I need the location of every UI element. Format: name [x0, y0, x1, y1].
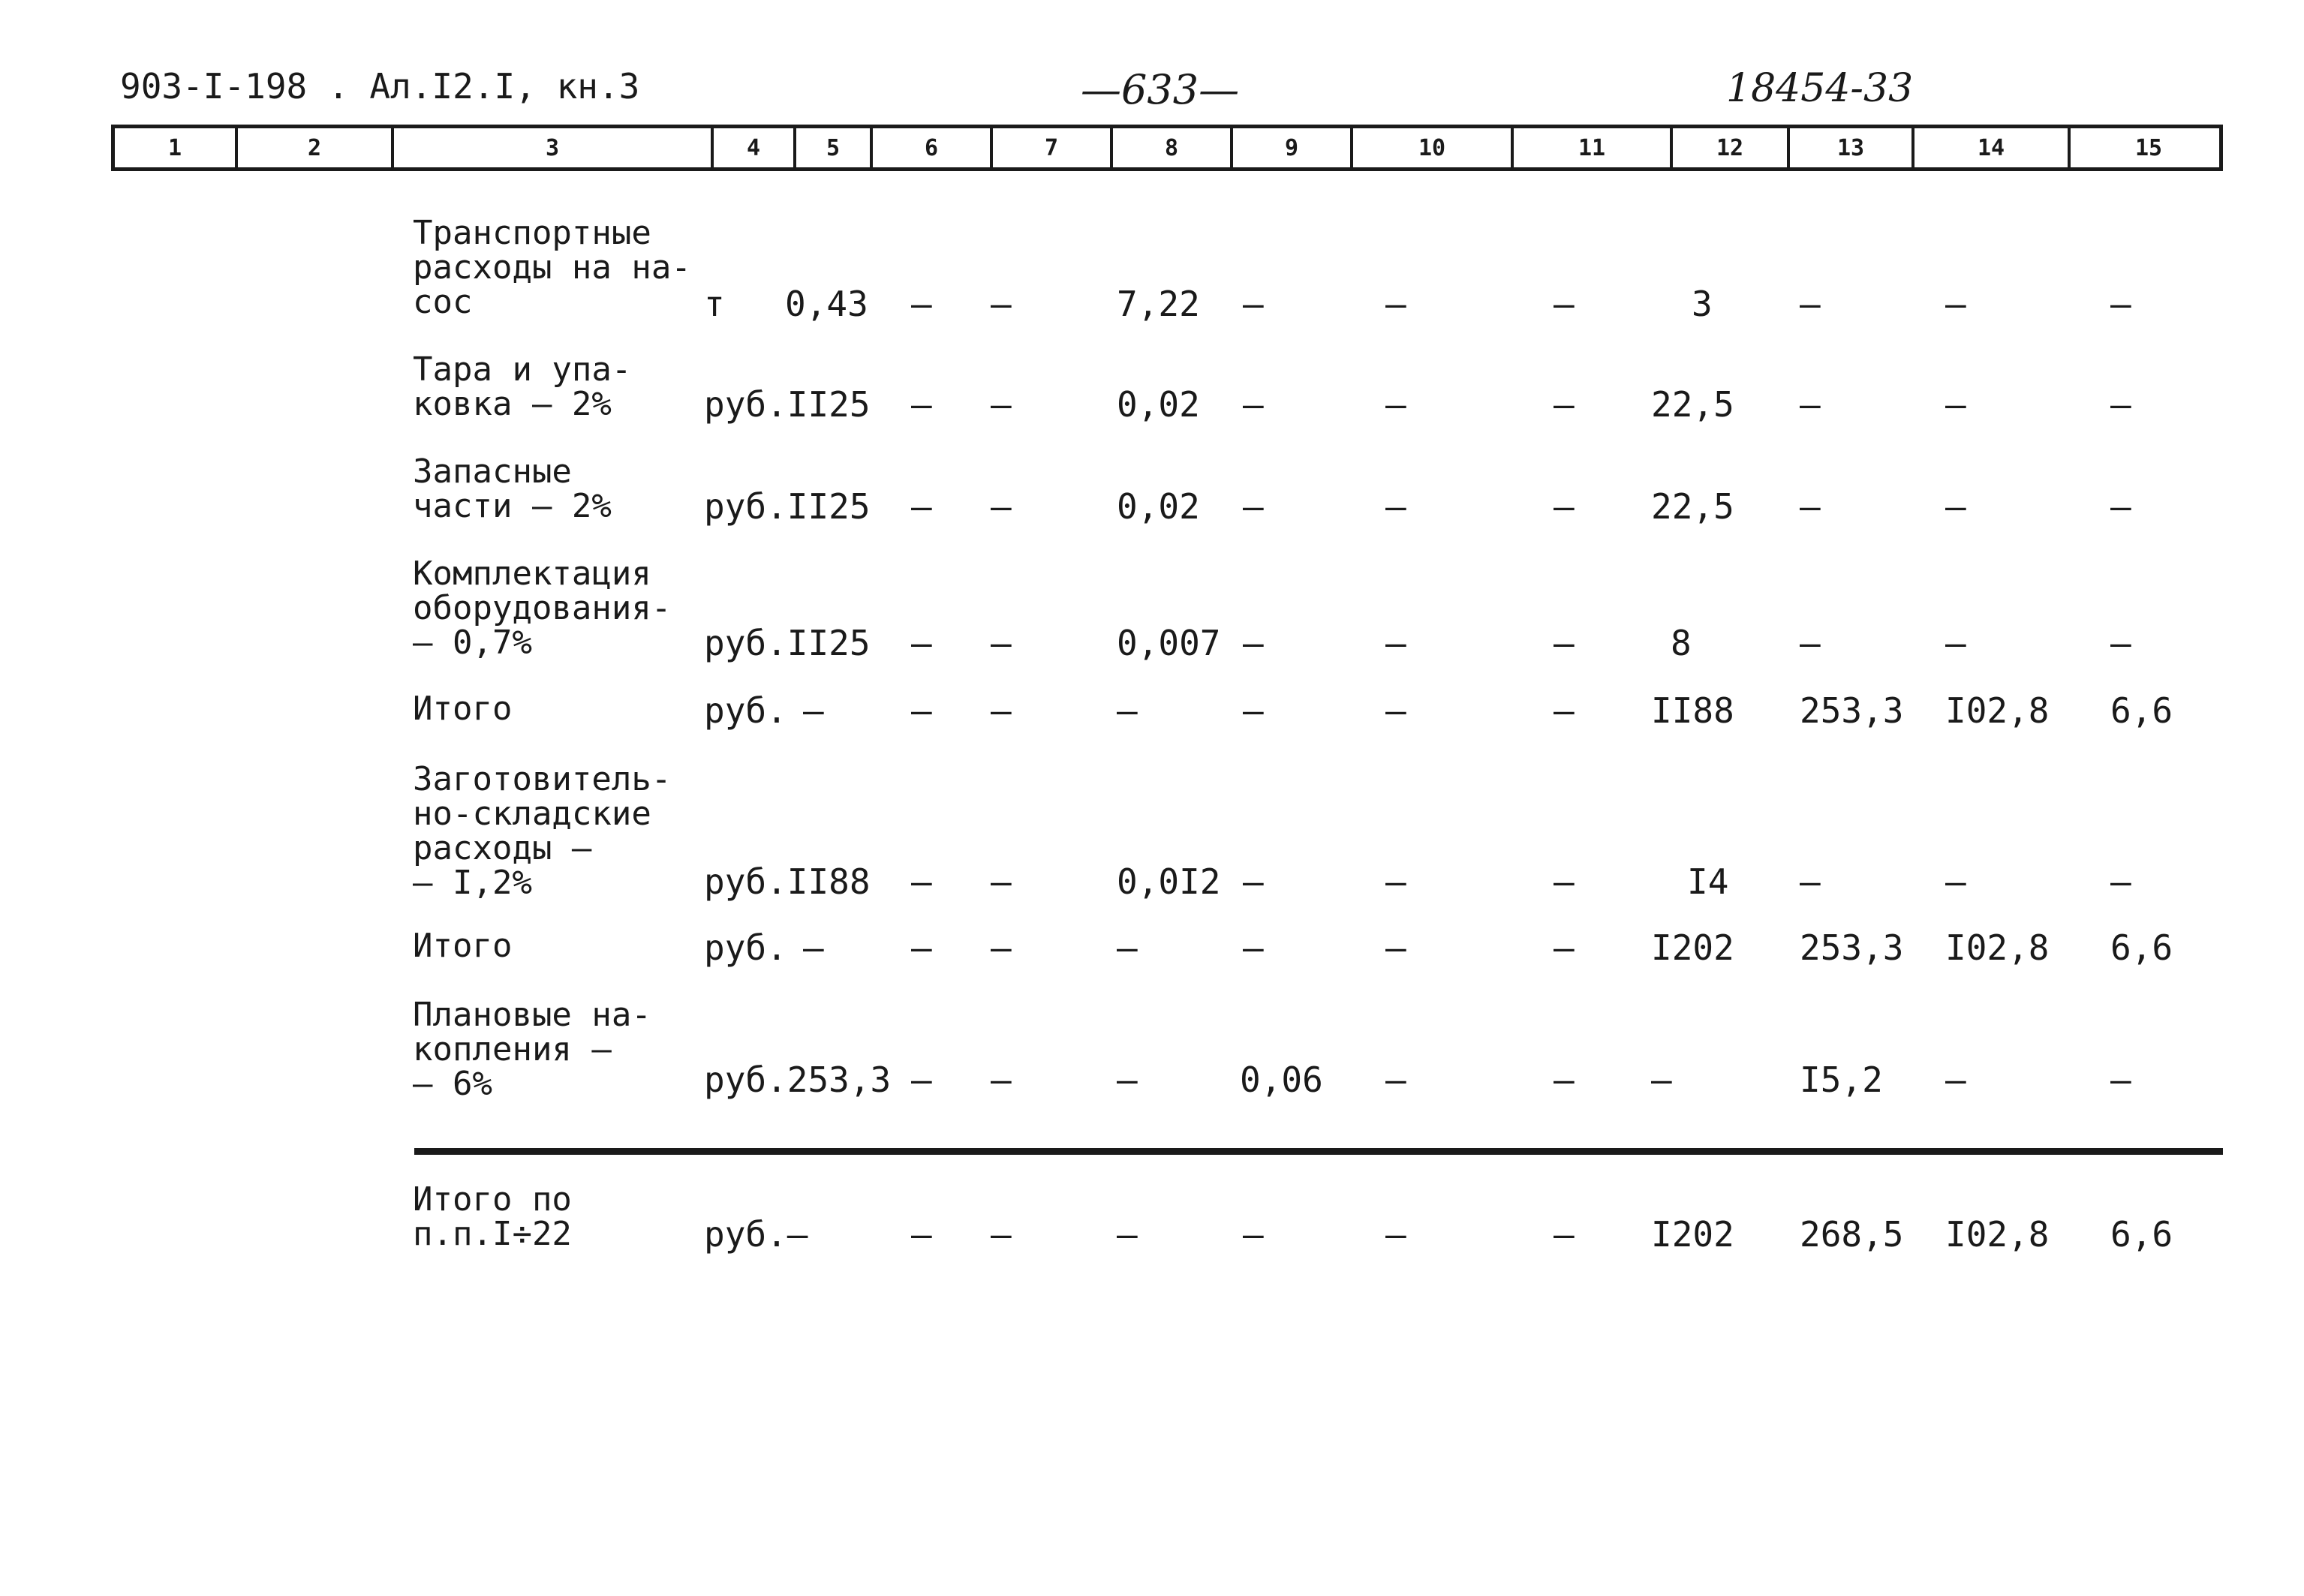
cell-col12: 22,5 [1651, 486, 1734, 527]
document-code: 903-I-198 . Ал.I2.I, кн.3 [120, 66, 640, 107]
cell-col12: – [1651, 1059, 1672, 1100]
cell-col9: – [1243, 623, 1264, 663]
cell-col13: I5,2 [1800, 1059, 1883, 1100]
cell-col7: – [991, 486, 1012, 527]
cell-col6: – [911, 690, 932, 731]
cell-col7: – [991, 623, 1012, 663]
archive-number: 18454-33 [1726, 66, 1914, 111]
cell-col15: 6,6 [2110, 1214, 2173, 1255]
cell-col12: II88 [1651, 690, 1734, 731]
column-number: 2 [235, 128, 391, 167]
cell-col8: – [1117, 690, 1138, 731]
cell-col10: – [1385, 1059, 1406, 1100]
cell-col13: – [1800, 861, 1821, 902]
column-number: 7 [990, 128, 1110, 167]
page-number: —633— [1081, 66, 1240, 113]
cell-col13: 268,5 [1800, 1214, 1904, 1255]
column-number-bar [111, 125, 2223, 171]
column-number: 10 [1350, 128, 1511, 167]
row-item-name: Итого [413, 927, 513, 965]
cell-col11: – [1554, 384, 1575, 425]
cell-col8: – [1117, 1214, 1138, 1255]
cell-col6: – [911, 623, 932, 663]
cell-col10: – [1385, 927, 1406, 968]
cell-unit: руб.253,3 [704, 1059, 892, 1100]
column-number: 11 [1511, 128, 1670, 167]
cell-unit: руб.II25 [704, 623, 871, 663]
cell-col6: – [911, 1214, 932, 1255]
cell-col10: – [1385, 623, 1406, 663]
cell-quantity: – [803, 690, 824, 731]
cell-col11: – [1554, 1059, 1575, 1100]
cell-col11: – [1554, 690, 1575, 731]
cell-col15: – [2110, 1059, 2131, 1100]
column-number: 13 [1787, 128, 1911, 167]
cell-col14: – [1945, 861, 1966, 902]
cell-col14: – [1945, 486, 1966, 527]
cell-col9: – [1243, 861, 1264, 902]
cell-col11: – [1554, 486, 1575, 527]
column-number: 5 [793, 128, 870, 167]
row-item-name: Заготовитель- но-складские расходы – – I,2% [413, 760, 672, 902]
cell-col9: – [1243, 284, 1264, 324]
cell-col8: – [1117, 927, 1138, 968]
cell-col12: 8 [1671, 623, 1692, 663]
cell-col11: – [1554, 284, 1575, 324]
column-number: 1 [167, 134, 182, 161]
column-number: 4 [711, 128, 793, 167]
cell-col6: – [911, 927, 932, 968]
cell-col13: – [1800, 284, 1821, 324]
cell-col12: I4 [1687, 861, 1729, 902]
cell-unit: руб.II88 [704, 861, 871, 902]
cell-col15: – [2110, 861, 2131, 902]
cell-col8: – [1117, 1059, 1138, 1100]
cell-col8: 7,22 [1117, 284, 1200, 324]
cell-unit: руб. [704, 690, 787, 731]
row-item-name: Плановые на- копления – – 6% [413, 996, 651, 1103]
cell-col14: – [1945, 384, 1966, 425]
cell-col6: – [911, 384, 932, 425]
cell-col11: – [1554, 861, 1575, 902]
cell-col11: – [1554, 927, 1575, 968]
row-item-name: Итого по п.п.I÷22 [413, 1180, 572, 1253]
cell-col13: – [1800, 384, 1821, 425]
column-number: 15 [2068, 128, 2227, 167]
row-item-name: Тара и упа- ковка – 2% [413, 350, 632, 423]
cell-unit: руб.II25 [704, 486, 871, 527]
cell-unit: т [704, 284, 725, 324]
cell-col6: – [911, 284, 932, 324]
cell-col15: 6,6 [2110, 927, 2173, 968]
cell-col10: – [1385, 861, 1406, 902]
cell-col12: I202 [1651, 927, 1734, 968]
cell-col12: 3 [1692, 284, 1713, 324]
row-item-name: Комплектация оборудования- – 0,7% [413, 555, 672, 662]
cell-col10: – [1385, 486, 1406, 527]
cell-col13: 253,3 [1800, 927, 1904, 968]
column-number: 3 [391, 128, 711, 167]
column-number: 6 [870, 128, 990, 167]
cell-col14: – [1945, 1059, 1966, 1100]
cell-col8: 0,0I2 [1117, 861, 1221, 902]
cell-col10: – [1385, 384, 1406, 425]
cell-col14: I02,8 [1945, 927, 2050, 968]
cell-col7: – [991, 690, 1012, 731]
cell-col8: 0,007 [1117, 623, 1221, 663]
cell-quantity: – [803, 927, 824, 968]
cell-col9: 0,06 [1240, 1059, 1323, 1100]
cell-col6: – [911, 861, 932, 902]
cell-col15: – [2110, 623, 2131, 663]
row-item-name: Запасные части – 2% [413, 452, 612, 525]
cell-col8: 0,02 [1117, 486, 1200, 527]
cell-col14: I02,8 [1945, 1214, 2050, 1255]
cell-col12: I202 [1651, 1214, 1734, 1255]
cell-col7: – [991, 284, 1012, 324]
cell-col6: – [911, 486, 932, 527]
cell-col10: – [1385, 690, 1406, 731]
cell-col7: – [991, 384, 1012, 425]
cell-col8: 0,02 [1117, 384, 1200, 425]
column-number: 14 [1911, 128, 2068, 167]
cell-col15: – [2110, 384, 2131, 425]
cell-col7: – [991, 1059, 1012, 1100]
cell-col15: 6,6 [2110, 690, 2173, 731]
cell-col6: – [911, 1059, 932, 1100]
cell-col14: – [1945, 623, 1966, 663]
column-number: 12 [1670, 128, 1787, 167]
row-item-name: Итого [413, 690, 513, 728]
cell-col11: – [1554, 1214, 1575, 1255]
cell-unit: руб. [704, 927, 787, 968]
cell-col7: – [991, 861, 1012, 902]
cell-unit: руб.– [704, 1214, 808, 1255]
cell-col9: – [1243, 486, 1264, 527]
cell-col7: – [991, 1214, 1012, 1255]
row-item-name: Транспортные расходы на на- сос [413, 214, 691, 321]
cell-col13: – [1800, 623, 1821, 663]
column-number: 8 [1110, 128, 1230, 167]
cell-col9: – [1243, 690, 1264, 731]
cell-col15: – [2110, 284, 2131, 324]
cell-col13: 253,3 [1800, 690, 1904, 731]
cell-unit: руб.II25 [704, 384, 871, 425]
cell-col7: – [991, 927, 1012, 968]
cell-col14: – [1945, 284, 1966, 324]
cell-col11: – [1554, 623, 1575, 663]
column-number: 9 [1230, 128, 1350, 167]
cell-col12: 22,5 [1651, 384, 1734, 425]
total-separator-line [414, 1148, 2223, 1155]
cell-quantity: 0,43 [785, 284, 868, 324]
cell-col13: – [1800, 486, 1821, 527]
cell-col15: – [2110, 486, 2131, 527]
cell-col10: – [1385, 284, 1406, 324]
cell-col9: – [1243, 384, 1264, 425]
cell-col14: I02,8 [1945, 690, 2050, 731]
cell-col9: – [1243, 927, 1264, 968]
cell-col10: – [1385, 1214, 1406, 1255]
cell-col9: – [1243, 1214, 1264, 1255]
